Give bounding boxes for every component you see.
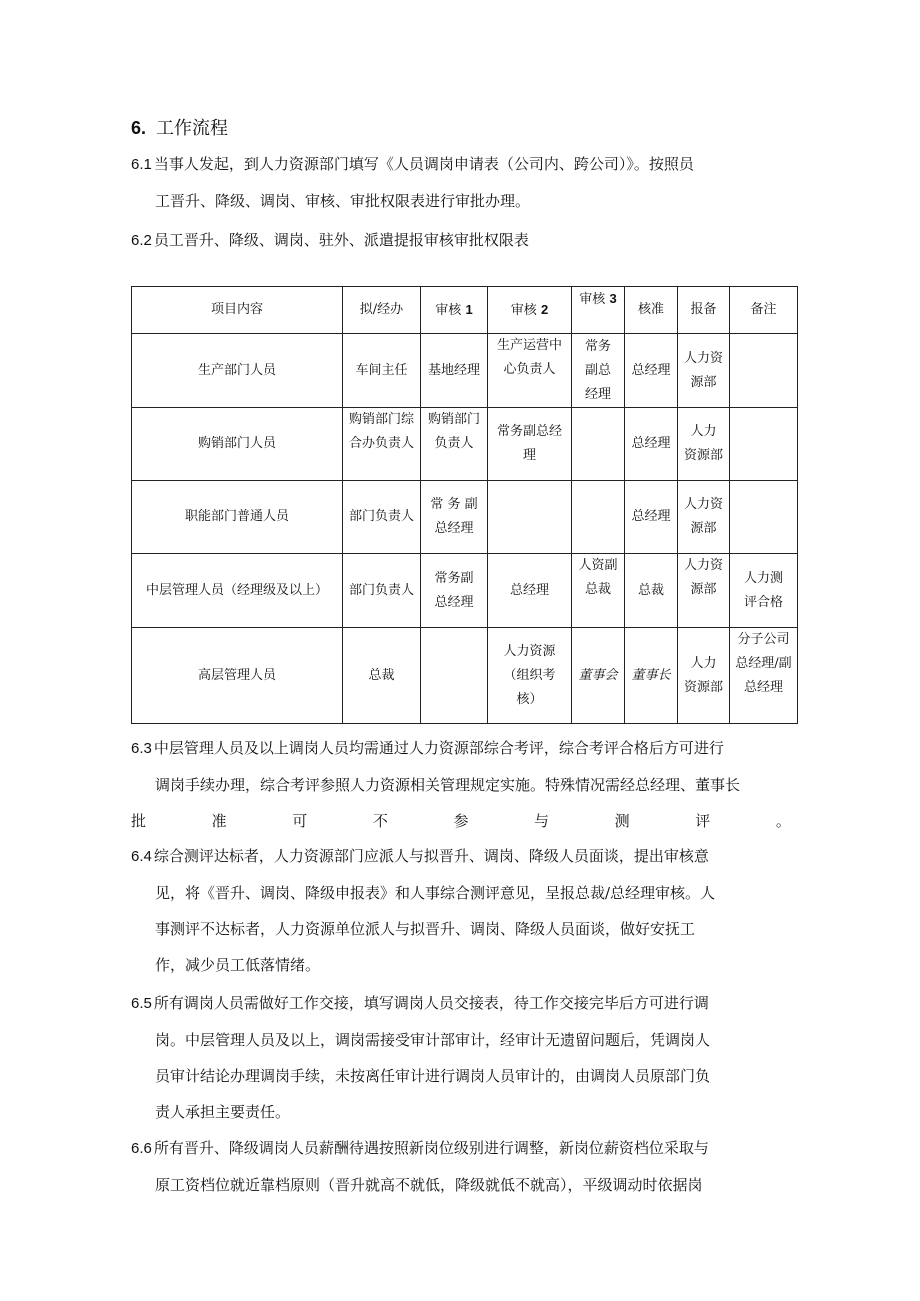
header-review-1: 审核 1 xyxy=(421,287,488,334)
header-item: 项目内容 xyxy=(132,287,343,334)
cell-review-3 xyxy=(572,481,625,554)
header-review-2: 审核 2 xyxy=(488,287,572,334)
cell-review-1: 常 务 副 总经理 xyxy=(421,481,488,554)
cell-item: 购销部门人员 xyxy=(132,408,343,481)
paragraph-line: 调岗手续办理，综合考评参照人力资源相关管理规定实施。特殊情况需经总经理、董事长 xyxy=(155,776,741,794)
paragraph-line: 所有调岗人员需做好工作交接，填写调岗人员交接表，待工作交接完毕后方可进行调 xyxy=(153,994,709,1012)
table-row xyxy=(132,628,798,724)
paragraph-line: 原工资档位就近靠档原则（晋升就高不就低，降级就低不就高），平级调动时依据岗 xyxy=(155,1176,703,1194)
clause-number: 6.2 xyxy=(131,232,152,249)
section-number: 6. xyxy=(131,118,147,138)
cell-review-1: 购销部门 负责人 xyxy=(421,408,488,481)
paragraph-6-5 xyxy=(131,985,791,1130)
paragraph-line: 综合测评达标者，人力资源部门应派人与拟晋升、调岗、降级人员面谈，提出审核意 xyxy=(153,847,709,865)
cell-report: 人力资 源部 xyxy=(678,554,730,628)
paragraph-6-4 xyxy=(131,838,791,983)
cell-draft: 部门负责人 xyxy=(343,554,421,628)
header-note: 备注 xyxy=(730,287,798,334)
cell-note: 分子公司 总经理/副 总经理 xyxy=(730,628,798,724)
cell-review-1 xyxy=(421,628,488,724)
paragraph-line: 工晋升、降级、调岗、审核、审批权限表进行审批办理。 xyxy=(155,192,531,210)
cell-review-1: 常务副 总经理 xyxy=(421,554,488,628)
cell-item: 中层管理人员（经理级及以上） xyxy=(132,554,343,628)
table-row xyxy=(132,554,798,628)
cell-review-3: 常务 副总 经理 xyxy=(572,334,625,408)
paragraph-line: 作，减少员工低落情绪。 xyxy=(155,956,321,974)
table-row xyxy=(132,408,798,481)
paragraph-6-3 xyxy=(131,730,791,839)
cell-review-2: 生产运营中 心负责人 xyxy=(488,334,572,408)
spread-line: 批 准 可 不 参 与 测 评 。 xyxy=(131,812,791,830)
table-row xyxy=(132,334,798,408)
cell-approve: 董事长 xyxy=(625,628,678,724)
cell-note: 人力测 评合格 xyxy=(730,554,798,628)
cell-item: 高层管理人员 xyxy=(132,628,343,724)
header-draft: 拟/经办 xyxy=(343,287,421,334)
cell-approve: 总经理 xyxy=(625,481,678,554)
section-heading xyxy=(131,116,228,141)
cell-approve: 总经理 xyxy=(625,408,678,481)
paragraph-line: 当事人发起，到人力资源部门填写《人员调岗申请表（公司内、跨公司）》。按照员 xyxy=(153,155,694,173)
paragraph-6-1 xyxy=(131,146,791,219)
cell-note xyxy=(730,334,798,408)
cell-draft: 车间主任 xyxy=(343,334,421,408)
paragraph-line: 员工晋升、降级、调岗、驻外、派遣提报审核审批权限表 xyxy=(153,231,529,249)
cell-draft: 部门负责人 xyxy=(343,481,421,554)
paragraph-line: 事测评不达标者，人力资源单位派人与拟晋升、调岗、降级人员面谈，做好安抚工 xyxy=(155,920,696,938)
clause-number: 6.4 xyxy=(131,848,152,865)
cell-review-2: 总经理 xyxy=(488,554,572,628)
header-approve: 核准 xyxy=(625,287,678,334)
cell-report: 人力 资源部 xyxy=(678,408,730,481)
clause-number: 6.5 xyxy=(131,995,152,1012)
cell-report: 人力 资源部 xyxy=(678,628,730,724)
cell-note xyxy=(730,481,798,554)
paragraph-6-2 xyxy=(131,222,791,259)
approval-permission-table xyxy=(131,286,798,724)
table-row xyxy=(132,481,798,554)
clause-number: 6.6 xyxy=(131,1140,152,1157)
paragraph-line: 责人承担主要责任。 xyxy=(155,1103,291,1121)
cell-review-3: 人资副 总裁 xyxy=(572,554,625,628)
cell-report: 人力资 源部 xyxy=(678,334,730,408)
cell-note xyxy=(730,408,798,481)
cell-review-3 xyxy=(572,408,625,481)
cell-review-1: 基地经理 xyxy=(421,334,488,408)
cell-approve: 总经理 xyxy=(625,334,678,408)
clause-number: 6.1 xyxy=(131,156,152,173)
section-title: 工作流程 xyxy=(156,118,229,139)
cell-item: 职能部门普通人员 xyxy=(132,481,343,554)
cell-report: 人力资 源部 xyxy=(678,481,730,554)
table-header-row xyxy=(132,287,798,334)
cell-review-3: 董事会 xyxy=(572,628,625,724)
header-review-3: 审核 3 xyxy=(572,287,625,334)
paragraph-line: 岗。中层管理人员及以上，调岗需接受审计部审计，经审计无遗留问题后，凭调岗人 xyxy=(155,1031,711,1049)
cell-draft: 购销部门综 合办负责人 xyxy=(343,408,421,481)
paragraph-6-6 xyxy=(131,1130,791,1203)
cell-review-2: 人力资源 （组织考 核） xyxy=(488,628,572,724)
paragraph-line: 所有晋升、降级调岗人员薪酬待遇按照新岗位级别进行调整，新岗位薪资档位采取与 xyxy=(153,1139,709,1157)
clause-number: 6.3 xyxy=(131,740,152,757)
cell-item: 生产部门人员 xyxy=(132,334,343,408)
paragraph-line: 见，将《晋升、调岗、降级申报表》和人事综合测评意见，呈报总裁/总经理审核。人 xyxy=(155,884,716,902)
cell-draft: 总裁 xyxy=(343,628,421,724)
paragraph-line: 中层管理人员及以上调岗人员均需通过人力资源部综合考评，综合考评合格后方可进行 xyxy=(153,739,724,757)
paragraph-line: 员审计结论办理调岗手续，未按离任审计进行调岗人员审计的，由调岗人员原部门负 xyxy=(155,1067,711,1085)
cell-review-2: 常务副总经 理 xyxy=(488,408,572,481)
cell-approve: 总裁 xyxy=(625,554,678,628)
header-report: 报备 xyxy=(678,287,730,334)
cell-review-2 xyxy=(488,481,572,554)
